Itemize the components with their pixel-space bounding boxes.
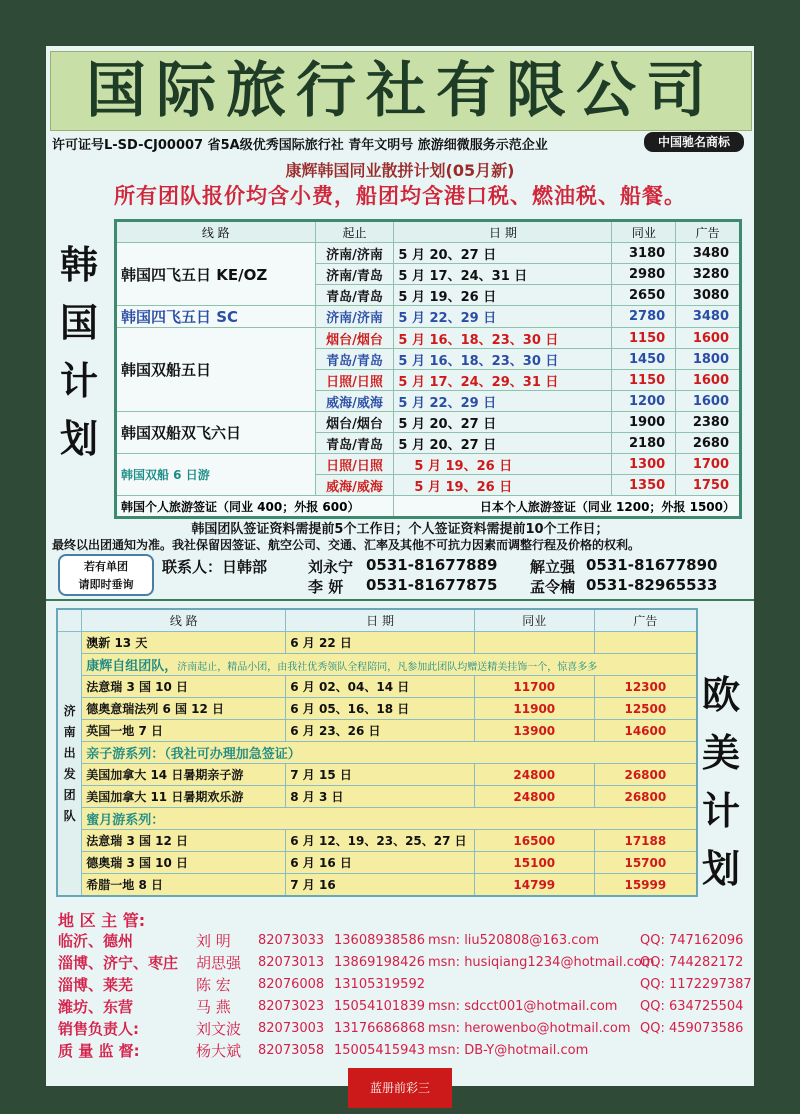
series-note-text: 康辉自组团队， (86, 659, 178, 674)
series-note (82, 808, 697, 830)
plan-title: 康辉韩国同业散拼计划(05月新) (285, 161, 515, 180)
contact-phone: 0531-81677875 (366, 576, 498, 594)
cell-route: 美国加拿大 14 日暑期亲子游 (82, 764, 286, 786)
cell-trade: 1300 (612, 454, 676, 475)
company-name: 国际旅行社有限公司 (86, 56, 716, 126)
contact-name: 孟令楠 (530, 578, 576, 596)
cell-route: 法意瑞 3 国 10 日 (82, 676, 286, 698)
page-tab: 蓝册前彩三 (348, 1068, 452, 1108)
cell-dates: 6 月 16 日 (286, 852, 475, 874)
cell-ad: 3280 (676, 264, 741, 285)
cell-dates: 7 月 16 (286, 874, 475, 897)
europe-label-char: 美 (701, 731, 740, 775)
visa-note: 韩国团队签证资料需提前5个工作日；个人签证资料需提前10个工作日； (191, 522, 609, 537)
manager-mobile: 13105319592 (334, 977, 425, 992)
europe-plan-label (694, 666, 748, 898)
manager-qq: QQ: 459073586 (640, 1021, 744, 1036)
manager-mobile: 15005415943 (334, 1043, 425, 1058)
cell-trade: 14799 (474, 874, 594, 897)
cell-trade: 2180 (612, 433, 676, 454)
table-row (57, 786, 697, 808)
manager-row (58, 1018, 748, 1040)
manager-phone: 82073058 (258, 1043, 325, 1058)
managers-title: 地 区 主 管: (58, 911, 146, 930)
manager-msn: msn: husiqiang1234@hotmail.com (428, 955, 655, 970)
manager-qq: QQ: 747162096 (640, 933, 744, 948)
route-cell: 韩国双船 6 日游 (116, 454, 316, 496)
manager-mobile: 13176686868 (334, 1021, 425, 1036)
cell-route: 澳新 13 天 (82, 632, 286, 654)
cell-from: 烟台/烟台 (315, 328, 394, 349)
route-cell: 韩国四飞五日 SC (116, 306, 316, 328)
header-banner (50, 51, 752, 131)
manager-row (58, 974, 752, 996)
cell-route: 美国加拿大 11 日暑期欢乐游 (82, 786, 286, 808)
korea-label-char: 韩 (59, 243, 98, 287)
cell-from: 威海/威海 (315, 391, 394, 412)
manager-phone: 82076008 (258, 977, 325, 992)
cell-dates: 6 月 23、26 日 (286, 720, 475, 742)
manager-name: 刘文波 (196, 1020, 242, 1038)
table-row (57, 830, 697, 852)
cell-ad: 1800 (676, 349, 741, 370)
cell-trade: 2980 (612, 264, 676, 285)
manager-phone: 82073013 (258, 955, 325, 970)
manager-name: 杨大斌 (196, 1042, 242, 1060)
cell-ad: 1700 (676, 454, 741, 475)
table-row (57, 742, 697, 764)
inquiry-line: 请即时垂询 (78, 578, 134, 591)
cell-dates: 5 月 16、18、23、30 日 (394, 328, 612, 349)
column-header: 日 期 (286, 609, 475, 632)
departure-side-label: 济南出发团队 (57, 632, 82, 897)
route-cell: 韩国四飞五日 KE/OZ (116, 243, 316, 306)
contact-name: 李 妍 (308, 578, 344, 596)
table-row (57, 698, 697, 720)
manager-mobile: 15054101839 (334, 999, 425, 1014)
inquiry-box (58, 554, 154, 596)
cell-from: 烟台/烟台 (315, 412, 394, 433)
korea-label-char: 国 (59, 301, 98, 345)
europe-tour-table (56, 608, 698, 897)
cell-ad: 17188 (594, 830, 697, 852)
manager-region: 淄博、济宁、枣庄 (58, 954, 179, 972)
table-row (116, 306, 741, 328)
manager-row (58, 930, 748, 952)
manager-name: 陈 宏 (196, 976, 231, 994)
cell-trade: 13900 (474, 720, 594, 742)
manager-msn: msn: DB-Y@hotmail.com (428, 1043, 589, 1058)
cell-from: 青岛/青岛 (315, 349, 394, 370)
cell-route: 希腊一地 8 日 (82, 874, 286, 897)
table-footer-row (116, 496, 741, 518)
cell-dates: 5 月 20、27 日 (394, 433, 612, 454)
europe-label-char: 划 (701, 847, 740, 891)
cell-dates: 5 月 20、27 日 (394, 243, 612, 264)
personal-visa-korea: 韩国个人旅游签证（同业 400；外报 600） (116, 496, 394, 518)
manager-phone: 82073023 (258, 999, 325, 1014)
cell-trade: 11700 (474, 676, 594, 698)
cell-ad: 26800 (594, 764, 697, 786)
cell-from: 济南/济南 (315, 243, 394, 264)
cell-ad: 26800 (594, 786, 697, 808)
column-header: 线 路 (116, 221, 316, 243)
contact-phone: 0531-81677889 (366, 556, 498, 574)
table-header-row (116, 221, 741, 243)
column-header: 线 路 (82, 609, 286, 632)
table-row (57, 764, 697, 786)
manager-region: 销售负责人: (58, 1020, 139, 1038)
table-row (57, 808, 697, 830)
cell-ad: 1600 (676, 391, 741, 412)
cell-dates: 5 月 19、26 日 (394, 454, 612, 475)
manager-row (58, 1040, 748, 1062)
cell-trade: 1200 (612, 391, 676, 412)
cell-trade: 1900 (612, 412, 676, 433)
cell-ad: 2380 (676, 412, 741, 433)
price-notice: 所有团队报价均含小费，船团均含港口税、燃油税、船餐。 (114, 184, 686, 208)
contact-phone: 0531-81677890 (586, 556, 718, 574)
cell-route: 德奥瑞 3 国 10 日 (82, 852, 286, 874)
column-header: 同业 (474, 609, 594, 632)
cell-ad: 3480 (676, 243, 741, 264)
cell-dates: 5 月 16、18、23、30 日 (394, 349, 612, 370)
contact-name: 刘永宁 (308, 558, 354, 576)
cell-ad: 12300 (594, 676, 697, 698)
disclaimer: 最终以出团通知为准。我社保留因签证、航空公司、交通、汇率及其他不可抗力因素而调整行程及价格的权利。 (52, 538, 641, 552)
manager-region: 临沂、德州 (58, 932, 134, 950)
manager-mobile: 13869198426 (334, 955, 425, 970)
table-row (116, 328, 741, 349)
cell-trade: 3180 (612, 243, 676, 264)
korea-plan-label (52, 236, 106, 468)
series-note-text: 亲子游系列：（我社可办理加急签证） (86, 747, 301, 762)
cell-dates: 5 月 17、24、29、31 日 (394, 370, 612, 391)
cell-trade: 2650 (612, 285, 676, 306)
cell-ad: 15999 (594, 874, 697, 897)
manager-row (58, 996, 748, 1018)
cell-dates: 5 月 17、24、31 日 (394, 264, 612, 285)
cell-ad: 1600 (676, 370, 741, 391)
cell-dates: 5 月 22、29 日 (394, 391, 612, 412)
column-header: 广告 (594, 609, 697, 632)
table-row (116, 454, 741, 475)
cell-ad: 1600 (676, 328, 741, 349)
manager-qq: QQ: 1172297387 (640, 977, 752, 992)
cell-dates: 7 月 15 日 (286, 764, 475, 786)
table-row (57, 874, 697, 897)
managers-list (58, 930, 752, 1062)
manager-name: 马 燕 (196, 998, 231, 1016)
korea-tour-table (114, 219, 742, 519)
column-header: 日 期 (394, 221, 612, 243)
cell-route: 德奥意瑞法列 6 国 12 日 (82, 698, 286, 720)
korea-label-char: 计 (59, 359, 98, 403)
manager-row (58, 952, 748, 974)
manager-qq: QQ: 744282172 (640, 955, 744, 970)
manager-mobile: 13608938586 (334, 933, 425, 948)
cell-trade: 24800 (474, 764, 594, 786)
manager-msn: msn: herowenbo@hotmail.com (428, 1021, 631, 1036)
cell-ad: 15700 (594, 852, 697, 874)
manager-qq: QQ: 634725504 (640, 999, 744, 1014)
cell-route: 法意瑞 3 国 12 日 (82, 830, 286, 852)
manager-msn: msn: liu520808@163.com (428, 933, 599, 948)
cell-ad (594, 632, 697, 654)
cell-trade: 1150 (612, 328, 676, 349)
cell-trade: 1450 (612, 349, 676, 370)
cell-route: 英国一地 7 日 (82, 720, 286, 742)
cell-trade: 15100 (474, 852, 594, 874)
personal-visa-japan: 日本个人旅游签证（同业 1200；外报 1500） (394, 496, 741, 518)
cell-dates: 8 月 3 日 (286, 786, 475, 808)
contact-name: 解立强 (530, 558, 576, 576)
cell-dates: 5 月 19、26 日 (394, 285, 612, 306)
table-row (57, 852, 697, 874)
cell-from: 威海/威海 (315, 475, 394, 496)
cell-ad: 14600 (594, 720, 697, 742)
table-row (57, 632, 697, 654)
cell-dates: 6 月 02、04、14 日 (286, 676, 475, 698)
cell-ad: 1750 (676, 475, 741, 496)
contact-label: 联系人：日韩部 (162, 558, 268, 576)
table-row (116, 243, 741, 264)
column-header: 同业 (612, 221, 676, 243)
cell-dates: 5 月 20、27 日 (394, 412, 612, 433)
cell-dates: 5 月 22、29 日 (394, 306, 612, 328)
manager-region: 潍坊、东营 (58, 998, 134, 1016)
cell-trade: 11900 (474, 698, 594, 720)
europe-label-char: 欧 (701, 673, 740, 717)
series-note-detail: 济南起止，精品小团，由我社优秀领队全程陪同，凡参加此团队均赠送精美挂饰一个，惊喜多多 (177, 662, 598, 673)
cell-trade: 24800 (474, 786, 594, 808)
cell-from: 日照/日照 (315, 370, 394, 391)
cell-from: 青岛/青岛 (315, 433, 394, 454)
license-line: 许可证号L-SD-CJ00007 省5A级优秀国际旅行社 青年文明号 旅游细微服务示范企业 (52, 138, 548, 153)
column-header: 广告 (676, 221, 741, 243)
section-divider (46, 599, 754, 601)
cell-from: 日照/日照 (315, 454, 394, 475)
series-note (82, 654, 697, 676)
series-note-text: 蜜月游系列： (86, 813, 165, 828)
cell-from: 济南/青岛 (315, 264, 394, 285)
table-row (57, 654, 697, 676)
cell-ad: 3480 (676, 306, 741, 328)
europe-label-char: 计 (701, 789, 740, 833)
cell-dates: 6 月 12、19、23、25、27 日 (286, 830, 475, 852)
manager-phone: 82073003 (258, 1021, 325, 1036)
cell-ad: 3080 (676, 285, 741, 306)
cell-trade: 16500 (474, 830, 594, 852)
column-header-spacer (57, 609, 82, 632)
cell-dates: 6 月 22 日 (286, 632, 475, 654)
cell-trade: 2780 (612, 306, 676, 328)
cell-from: 济南/济南 (315, 306, 394, 328)
manager-msn: msn: sdcct001@hotmail.com (428, 999, 618, 1014)
cell-ad: 2680 (676, 433, 741, 454)
table-header-row (57, 609, 697, 632)
manager-region: 淄博、莱芜 (58, 976, 134, 994)
cell-trade (474, 632, 594, 654)
cell-trade: 1150 (612, 370, 676, 391)
trademark-badge: 中国驰名商标 (644, 132, 744, 152)
cell-dates: 5 月 19、26 日 (394, 475, 612, 496)
manager-name: 刘 明 (196, 932, 231, 950)
cell-from: 青岛/青岛 (315, 285, 394, 306)
brochure-page (46, 46, 754, 1095)
route-cell: 韩国双船双飞六日 (116, 412, 316, 454)
table-row (116, 412, 741, 433)
cell-ad: 12500 (594, 698, 697, 720)
inquiry-line: 若有单团 (84, 560, 128, 573)
route-cell: 韩国双船五日 (116, 328, 316, 412)
manager-phone: 82073033 (258, 933, 325, 948)
series-note (82, 742, 697, 764)
contact-phone: 0531-82965533 (586, 576, 718, 594)
column-header: 起止 (315, 221, 394, 243)
manager-name: 胡思强 (196, 954, 242, 972)
korea-label-char: 划 (59, 417, 98, 461)
cell-trade: 1350 (612, 475, 676, 496)
manager-region: 质 量 监 督: (58, 1042, 140, 1060)
table-row (57, 676, 697, 698)
cell-dates: 6 月 05、16、18 日 (286, 698, 475, 720)
table-row (57, 720, 697, 742)
